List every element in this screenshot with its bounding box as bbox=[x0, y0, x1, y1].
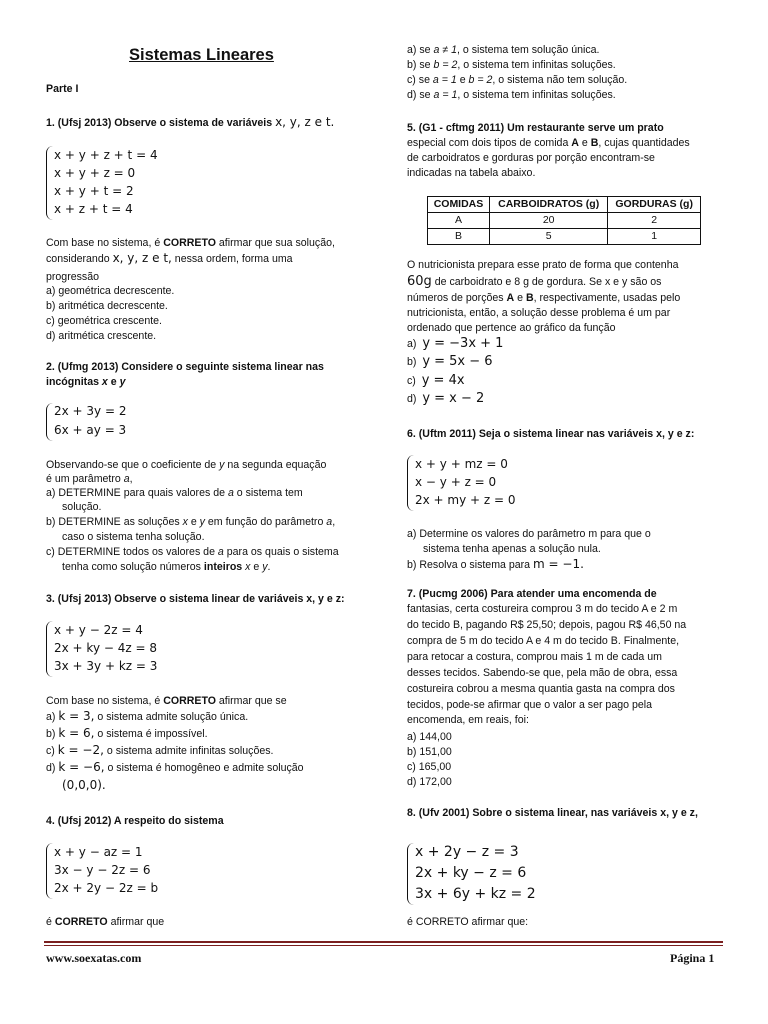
q5-option-label: d) bbox=[407, 393, 417, 405]
q5-option bbox=[407, 391, 484, 407]
q5-body-line: de carboidratos e gorduras por porção encontram-se bbox=[407, 152, 655, 164]
table-header-cell: GORDURAS (g) bbox=[608, 197, 701, 213]
q3-eq: 2x + ky − 4z = 8 bbox=[54, 641, 157, 655]
table-cell: B bbox=[428, 229, 490, 245]
q7-option: d) 172,00 bbox=[407, 776, 452, 788]
q5-heading: 5. (G1 - cftmg 2011) Um restaurante serve um prato bbox=[407, 122, 664, 134]
q2-var: a bbox=[326, 516, 333, 528]
q2-eq: 6x + ay = 3 bbox=[54, 423, 127, 437]
part-heading: Parte I bbox=[46, 83, 79, 95]
q5-option-math: y = −3x + 1 bbox=[422, 336, 504, 351]
q6-heading: 6. (Uftm 2011) Seja o sistema linear nas variáveis x, y e z: bbox=[407, 428, 695, 440]
q7-line: do tecido B, pagando R$ 25,50; depois, pagou R$ 46,50 na bbox=[407, 619, 687, 631]
q3-label: d) bbox=[46, 762, 59, 774]
q6-brace bbox=[407, 455, 414, 511]
q8-eq: 2x + ky − z = 6 bbox=[415, 865, 527, 881]
q2-body-line bbox=[46, 472, 133, 487]
q8-body: é CORRETO afirmar que: bbox=[407, 916, 529, 928]
q1-body-text: Com base no sistema, é bbox=[46, 237, 164, 249]
q1-heading-text: 1. (Ufsj 2013) Observe o sistema de variáveis bbox=[46, 117, 276, 129]
q5-body-line: O nutricionista prepara esse prato de forma que contenha bbox=[407, 259, 679, 271]
q3-brace bbox=[46, 621, 53, 677]
q5-text: números de porções bbox=[407, 292, 507, 304]
q2-var: x bbox=[245, 561, 251, 573]
q1-option: b) aritmética decrescente. bbox=[46, 300, 168, 312]
q5-option-label: b) bbox=[407, 356, 417, 368]
q2-var: x bbox=[101, 376, 108, 388]
q7-option: a) 144,00 bbox=[407, 731, 452, 743]
q2-item-b-cont: caso o sistema tenha solução. bbox=[62, 531, 205, 543]
q1-body-vars: x, y, z e t, bbox=[112, 251, 172, 265]
q5-text: especial com dois tipos de comida bbox=[407, 137, 572, 149]
q3-eq: x + y − 2z = 4 bbox=[54, 623, 143, 637]
q5-bold: A bbox=[506, 292, 515, 304]
q2-bold: inteiros bbox=[203, 561, 243, 573]
q4-text: a) se bbox=[407, 44, 434, 56]
footer-site-link[interactable]: www.soexatas.com bbox=[46, 951, 142, 965]
q1-body-text: considerando bbox=[46, 253, 113, 265]
q6-item-a-cont: sistema tenha apenas a solução nula. bbox=[423, 543, 601, 555]
q2-var: y bbox=[262, 561, 268, 573]
table-header-cell: CARBOIDRATOS (g) bbox=[489, 197, 607, 213]
q3-option bbox=[46, 726, 208, 742]
q2-item-c-cont bbox=[62, 560, 270, 575]
q2-text: incógnitas bbox=[46, 376, 102, 388]
q5-body-line: indicadas na tabela abaixo. bbox=[407, 167, 536, 179]
q1-body-line bbox=[46, 251, 293, 267]
q4-heading: 4. (Ufsj 2012) A respeito do sistema bbox=[46, 815, 224, 827]
q3-text: o sistema é impossível. bbox=[94, 728, 208, 740]
q5-option bbox=[407, 336, 503, 352]
q1-heading-vars: x, y, z e t. bbox=[275, 115, 335, 129]
q6-item-b bbox=[407, 557, 584, 573]
q8-heading: 8. (Ufv 2001) Sobre o sistema linear, nas variáveis x, y e z, bbox=[407, 807, 698, 819]
q2-var: a bbox=[227, 487, 234, 499]
table-cell: 2 bbox=[608, 213, 701, 229]
q2-text: é um parâmetro bbox=[46, 473, 124, 485]
q2-var: a bbox=[123, 473, 130, 485]
q4-option bbox=[407, 58, 616, 73]
q5-option bbox=[407, 373, 465, 389]
q3-text: o sistema admite solução única. bbox=[94, 711, 249, 723]
q5-body-line bbox=[407, 136, 690, 151]
q6-item-a: a) Determine os valores do parâmetro m para que o bbox=[407, 528, 651, 540]
page-title: Sistemas Lineares bbox=[129, 46, 274, 64]
q4-eq: 2x + 2y − 2z = b bbox=[54, 881, 159, 895]
q1-body-bold: CORRETO bbox=[163, 237, 216, 249]
q7-option: c) 165,00 bbox=[407, 761, 452, 773]
q7-line: compra de 5 m do tecido A e 4 m do tecido B. Finalmente, bbox=[407, 635, 680, 647]
q3-eq: 3x + 3y + kz = 3 bbox=[54, 659, 158, 673]
q4-text: , o sistema tem solução única. bbox=[456, 44, 600, 56]
q7-line: tecidos, pode-se afirmar que o valor a ser pago pela bbox=[407, 699, 652, 711]
q2-text: na segunda equação bbox=[224, 459, 327, 471]
table-cell: 1 bbox=[608, 229, 701, 245]
q7-line: fantasias, certa costureira comprou 3 m do tecido A e 2 m bbox=[407, 603, 678, 615]
q3-text: o sistema é homogêneo e admite solução bbox=[104, 762, 304, 774]
q4-bold: CORRETO bbox=[54, 916, 108, 928]
q2-var: y bbox=[119, 376, 126, 388]
q1-body-line: progressão bbox=[46, 271, 99, 283]
q3-option bbox=[46, 709, 248, 725]
q5-body-line bbox=[407, 291, 680, 306]
q5-body-line: ordenado que pertence ao gráfico da função bbox=[407, 322, 616, 334]
q4-eq: x + y − az = 1 bbox=[54, 845, 143, 859]
table-row bbox=[428, 229, 701, 245]
q2-text: , bbox=[129, 473, 133, 485]
q6-eq: x − y + z = 0 bbox=[415, 475, 497, 489]
q6-text: b) Resolva o sistema para bbox=[407, 559, 534, 571]
q4-text: , o sistema tem infinitas soluções. bbox=[457, 89, 616, 101]
table-cell: 20 bbox=[489, 213, 607, 229]
q5-option-label: c) bbox=[407, 375, 416, 387]
q3-math: k = −6, bbox=[58, 760, 105, 774]
q4-math: a = 1 bbox=[432, 74, 457, 86]
q5-option-math: y = 5x − 6 bbox=[422, 354, 493, 369]
q1-body-text: afirmar que sua solução, bbox=[215, 237, 335, 249]
q4-math: a = 1 bbox=[433, 89, 458, 101]
q2-text: e bbox=[107, 376, 120, 388]
q4-option bbox=[407, 88, 616, 103]
q1-eq: x + y + t = 2 bbox=[54, 184, 134, 198]
q2-var: y bbox=[199, 516, 205, 528]
q2-text: , bbox=[332, 516, 336, 528]
q5-math: 60g bbox=[407, 274, 432, 289]
q5-bold: A bbox=[571, 137, 579, 149]
q2-text: e bbox=[187, 516, 200, 528]
q1-brace bbox=[46, 146, 53, 220]
q2-text: Observando-se que o coeficiente de bbox=[46, 459, 220, 471]
q5-text: e bbox=[578, 137, 591, 149]
q6-math: m = −1. bbox=[533, 557, 584, 571]
q1-eq: x + z + t = 4 bbox=[54, 202, 133, 216]
q7-line: costureira cobrou a mesma quantia gasta na compra dos bbox=[407, 683, 675, 695]
q5-option-math: y = 4x bbox=[421, 373, 465, 388]
food-table bbox=[427, 196, 701, 245]
q2-item-a-cont: solução. bbox=[62, 501, 102, 513]
q2-text: tenha como solução números bbox=[62, 561, 204, 573]
q4-text: b) se bbox=[407, 59, 434, 71]
q5-text: de carboidrato e 8 g de gordura. Se x e y são os bbox=[431, 276, 662, 288]
q2-heading: 2. (Ufmg 2013) Considere o seguinte sistema linear nas bbox=[46, 361, 324, 373]
q3-text: o sistema admite infinitas soluções. bbox=[103, 745, 274, 757]
q4-brace bbox=[46, 843, 53, 899]
q2-eq: 2x + 3y = 2 bbox=[54, 404, 127, 418]
q1-option: d) aritmética crescente. bbox=[46, 330, 157, 342]
q4-text: c) se bbox=[407, 74, 433, 86]
q4-text: , o sistema tem infinitas soluções. bbox=[457, 59, 616, 71]
q5-bold: B bbox=[590, 137, 599, 149]
table-header-cell: COMIDAS bbox=[428, 197, 490, 213]
q4-option bbox=[407, 73, 627, 88]
q1-option: a) geométrica decrescente. bbox=[46, 285, 175, 297]
q2-brace bbox=[46, 403, 53, 441]
q4-text: d) se bbox=[407, 89, 434, 101]
q3-math: k = −2, bbox=[57, 743, 104, 757]
q2-text: . bbox=[267, 561, 271, 573]
q1-heading bbox=[46, 115, 334, 131]
q7-option: b) 151,00 bbox=[407, 746, 452, 758]
q5-body-line: nutricionista, então, a solução desse problema é um par bbox=[407, 307, 671, 319]
q1-body-text: nessa ordem, forma uma bbox=[171, 253, 293, 265]
q8-eq: 3x + 6y + kz = 2 bbox=[415, 886, 536, 902]
q4-text: , o sistema não tem solução. bbox=[492, 74, 628, 86]
q5-option-math: y = x − 2 bbox=[422, 391, 485, 406]
q2-var: a bbox=[217, 546, 224, 558]
q8-eq: x + 2y − z = 3 bbox=[415, 844, 519, 860]
footer-rule bbox=[44, 941, 723, 943]
q2-item-c bbox=[46, 545, 339, 560]
q4-math: b = 2 bbox=[468, 74, 493, 86]
q3-option-cont: (0,0,0). bbox=[62, 778, 106, 792]
q2-text: para os quais o sistema bbox=[223, 546, 339, 558]
q3-label: c) bbox=[46, 745, 58, 757]
q3-heading: 3. (Ufsj 2013) Observe o sistema linear de variáveis x, y e z: bbox=[46, 593, 345, 605]
q6-eq: 2x + my + z = 0 bbox=[415, 493, 516, 507]
q3-math: k = 6, bbox=[58, 726, 95, 740]
q5-option-label: a) bbox=[407, 338, 417, 350]
q3-bold: CORRETO bbox=[163, 695, 216, 707]
q2-var: x bbox=[182, 516, 188, 528]
footer-page-number: Página 1 bbox=[670, 951, 715, 965]
q3-label: b) bbox=[46, 728, 59, 740]
footer-rule bbox=[44, 945, 723, 946]
table-row bbox=[428, 213, 701, 229]
q2-body-line bbox=[46, 458, 326, 473]
q4-eq: 3x − y − 2z = 6 bbox=[54, 863, 151, 877]
q1-body-line bbox=[46, 236, 335, 251]
q4-option bbox=[407, 43, 599, 58]
q4-text: e bbox=[456, 74, 469, 86]
q3-text: Com base no sistema, é bbox=[46, 695, 164, 707]
q5-text: e bbox=[514, 292, 526, 304]
q7-line: 7. (Pucmg 2006) Para atender uma encomenda de bbox=[407, 588, 657, 600]
q5-text: , cujas quantidades bbox=[598, 137, 690, 149]
q7-line: encomenda, em reais, foi: bbox=[407, 714, 529, 726]
q2-text: em função do parâmetro bbox=[204, 516, 327, 528]
q1-eq: x + y + z = 0 bbox=[54, 166, 136, 180]
q5-option bbox=[407, 354, 493, 370]
q5-body-line bbox=[407, 274, 661, 290]
q2-text: a) DETERMINE para quais valores de bbox=[46, 487, 228, 499]
q5-bold: B bbox=[525, 292, 534, 304]
q2-text: o sistema tem bbox=[233, 487, 303, 499]
q3-text: afirmar que se bbox=[215, 695, 287, 707]
q6-eq: x + y + mz = 0 bbox=[415, 457, 508, 471]
q1-option: c) geométrica crescente. bbox=[46, 315, 162, 327]
q8-brace bbox=[407, 843, 414, 905]
table-cell: A bbox=[428, 213, 490, 229]
q1-eq: x + y + z + t = 4 bbox=[54, 148, 158, 162]
q2-text: b) DETERMINE as soluções bbox=[46, 516, 183, 528]
q3-math: k = 3, bbox=[58, 709, 95, 723]
q2-item-a bbox=[46, 486, 303, 501]
q3-label: a) bbox=[46, 711, 59, 723]
q4-text: é bbox=[46, 916, 55, 928]
q7-line: para retocar a costura, comprou mais 1 m de cada um bbox=[407, 651, 662, 663]
q2-heading-line2 bbox=[46, 375, 126, 390]
q4-math: a ≠ 1 bbox=[433, 44, 457, 56]
q2-text: e bbox=[250, 561, 263, 573]
q2-text: c) DETERMINE todos os valores de bbox=[46, 546, 218, 558]
q2-item-b bbox=[46, 515, 335, 530]
q3-option bbox=[46, 743, 274, 759]
q3-option bbox=[46, 760, 304, 776]
q4-math: b = 2 bbox=[433, 59, 458, 71]
q4-body bbox=[46, 915, 164, 930]
q7-line: desses tecidos. Sabendo-se que, pela mão de obra, essa bbox=[407, 667, 678, 679]
table-header-row bbox=[428, 197, 701, 213]
q5-text: , respectivamente, usadas pelo bbox=[533, 292, 681, 304]
table-cell: 5 bbox=[489, 229, 607, 245]
q3-body bbox=[46, 694, 287, 709]
q2-var: y bbox=[219, 459, 225, 471]
q4-text: afirmar que bbox=[107, 916, 165, 928]
